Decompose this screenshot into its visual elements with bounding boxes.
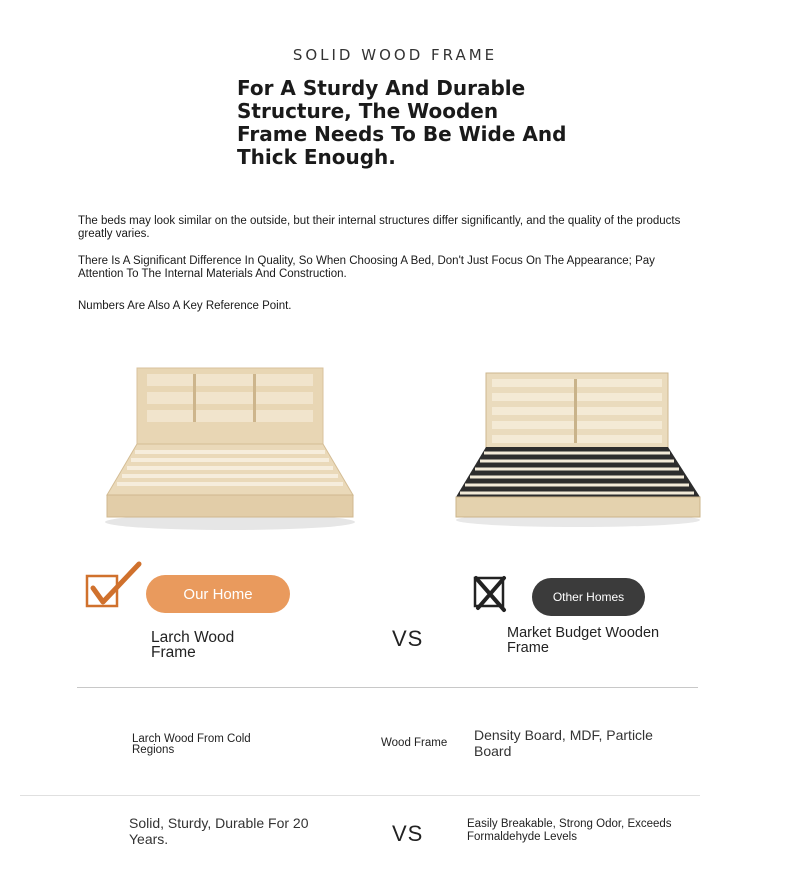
other-bed-image	[448, 365, 708, 530]
our-bed-image	[95, 360, 365, 535]
other-frame-label: Market Budget Wooden Frame	[507, 625, 660, 656]
category-label: Wood Frame	[381, 737, 448, 749]
intro-paragraph-1: The beds may look similar on the outside, but their internal structures differ significantly, and the quality of the products greatly varies.	[78, 215, 681, 240]
headline: For A Sturdy And Durable Structure, The Wooden Frame Needs To Be Wide And Thick Enough.	[237, 76, 567, 169]
intro-paragraph-3: Numbers Are Also A Key Reference Point.	[78, 300, 292, 312]
divider-1	[77, 687, 698, 688]
divider-2	[20, 795, 700, 796]
vs-label-2: VS	[392, 821, 424, 846]
other-material-label: Density Board, MDF, Particle Board	[474, 727, 653, 759]
x-icon	[472, 574, 508, 614]
check-icon	[83, 560, 147, 610]
vs-label-1: VS	[392, 626, 424, 651]
intro-paragraph-2: There Is A Significant Difference In Quality, So When Choosing A Bed, Don't Just Focus On The Appearance; Pay Attention To The Internal Materials And Construction.	[78, 255, 655, 280]
our-frame-label: Larch Wood Frame	[151, 629, 235, 661]
section-kicker: SOLID WOOD FRAME	[292, 46, 498, 64]
other-homes-badge: Other Homes	[532, 578, 645, 616]
our-home-badge: Our Home	[146, 575, 290, 613]
our-material-label: Larch Wood From Cold Regions	[132, 733, 251, 756]
other-durability-label: Easily Breakable, Strong Odor, Exceeds Formaldehyde Levels	[467, 818, 672, 843]
our-durability-label: Solid, Sturdy, Durable For 20 Years.	[129, 815, 309, 847]
